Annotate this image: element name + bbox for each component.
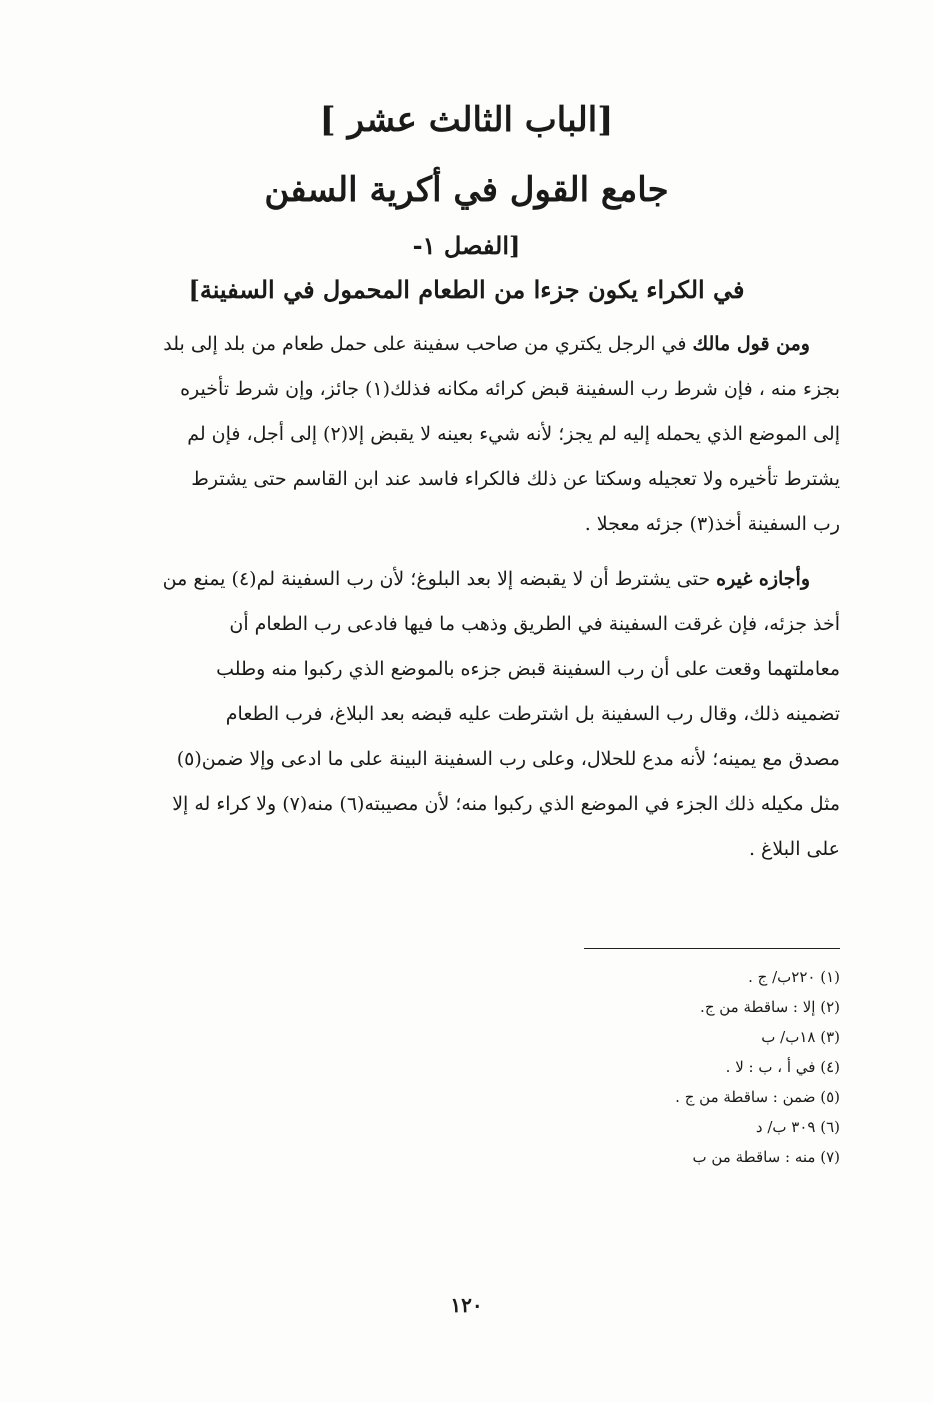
text-line: على البلاغ . (748, 838, 840, 860)
body-text (100, 322, 840, 872)
footnotes (500, 962, 840, 1172)
text-line: تضمينه ذلك، وقال رب السفينة بل اشترطت عليه قبضه بعد البلاغ، فرب الطعام (225, 703, 840, 725)
paragraph-1 (100, 322, 840, 547)
footnote-divider (584, 948, 840, 949)
text-line (100, 557, 840, 602)
footnote: (٢) إلا : ساقطة من ج. (700, 998, 840, 1016)
paragraph-lead: وأجازه غيره (716, 568, 810, 590)
text-line: بجزء منه ، فإن شرط رب السفينة قبض كرائه مكانه فذلك(١) جائز، وإن شرط تأخيره (180, 378, 840, 400)
footnote: (٥) ضمن : ساقطة من ج . (675, 1088, 840, 1106)
chapter-subtitle: جامع القول في أكرية السفن (264, 170, 669, 210)
section-label: [الفصل ١- (412, 231, 521, 260)
text-line: رب السفينة أخذ(٣) جزئه معجلا . (584, 513, 840, 535)
paragraph-2 (100, 557, 840, 872)
page-number: ١٢٠ (450, 1293, 483, 1317)
line-text: في الرجل يكتري من صاحب سفينة على حمل طعام من بلد إلى بلد (163, 333, 687, 355)
section-title: في الكراء يكون جزءا من الطعام المحمول في السفينة] (188, 275, 745, 304)
footnote: (٤) في أ ، ب : لا . (725, 1058, 840, 1076)
line-text: حتى يشترط أن لا يقبضه إلا بعد البلوغ؛ لأن رب السفينة لم(٤) يمنع من (162, 568, 711, 590)
text-line: يشترط تأخيره ولا تعجيله وسكتا عن ذلك فالكراء فاسد عند ابن القاسم حتى يشترط (191, 468, 840, 490)
text-line: معاملتهما وقعت على أن رب السفينة قبض جزءه بالموضع الذي ركبوا منه وطلب (216, 658, 840, 680)
footnote: (٦) ٣٠٩ ب/ د (755, 1118, 840, 1136)
chapter-title: [الباب الثالث عشر ] (319, 100, 614, 140)
text-line (100, 322, 840, 367)
footnote: (٧) منه : ساقطة من ب (692, 1148, 840, 1166)
text-line: إلى الموضع الذي يحمله إليه لم يجز؛ لأنه شيء بعينه لا يقبض إلا(٢) إلى أجل، فإن لم (187, 423, 840, 445)
text-line: مصدق مع يمينه؛ لأنه مدع للحلال، وعلى رب السفينة البينة على ما ادعى وإلا ضمن(٥) (176, 748, 840, 770)
footnote: (١) ٢٢٠ب/ ج . (748, 968, 840, 986)
paragraph-gap (100, 547, 840, 557)
text-line: أخذ جزئه، فإن غرقت السفينة في الطريق وذهب ما فيها فادعى رب الطعام أن (229, 613, 840, 635)
footnote: (٣) ١٨ب/ ب (761, 1028, 840, 1046)
paragraph-lead: ومن قول مالك (692, 333, 810, 355)
text-line: مثل مكيله ذلك الجزء في الموضع الذي ركبوا منه؛ لأن مصيبته(٦) منه(٧) ولا كراء له إلا (172, 793, 840, 815)
